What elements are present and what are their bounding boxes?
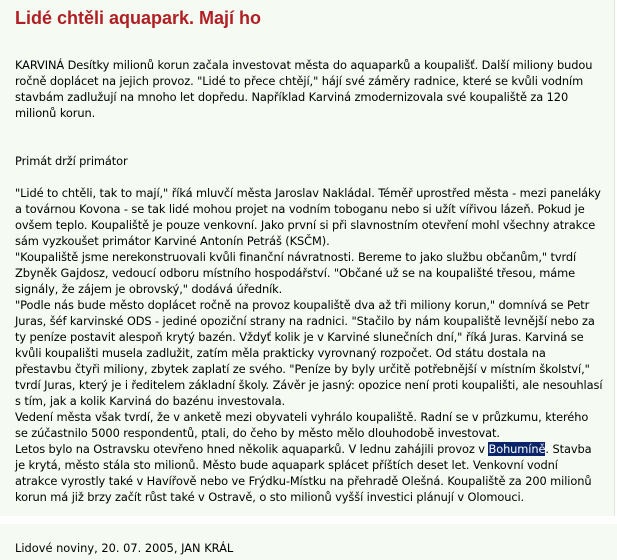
article-footer [15, 541, 233, 555]
article-paragraph: "Lidé to chtěli, tak to mají," říká mluvčí města Jaroslav Nakládal. Téměř uprostřed města - mezi paneláky a továrnou Kovona - se tak lidé mohou projet na vodním toboganu nebo si užít vířivou lázeň. Pokud je ovšem teplo. Koupaliště je pouze venkovní. Jako první si při slavnostním otevření mohl všechny atrakce sám vyzkoušet primátor Karviné Antonín Petráš (KSČM). [15, 186, 601, 248]
article-body [15, 57, 603, 505]
footer-separator: , [94, 541, 102, 555]
article-paragraph: "Koupaliště jsme nerekonstruovali kvůli finanční návratnosti. Bereme to jako službu občanům," tvrdí Zbyněk Gajdosz, vedoucí odboru místního hospodářství. "Občané už se na koupališté třesou, máme signály, že zájem je obrovský," dodává úředník. [15, 250, 577, 296]
article-paragraph: "Podle nás bude město doplácet ročně na provoz koupaliště dva až tři miliony korun," domnívá se Petr Juras, šéf karvinské ODS - jediné opoziční strany na radnici. "Stačilo by nám koupaliště levnější nebo za ty peníze postavit alespoň krytý bazén. Vždyť kolik je v Karviné slunečních dní," říká Juras. Karviná se kvůli koupališti musela zadlužit, zatím měla prakticky vyrovnaný rozpočet. Od státu dostala na přestavbu čtyři miliony, zbytek zaplatí ze svého. "Peníze by byly určitě potřebnější v místním školství," tvrdí Juras, který je i ředitelem základní školy. Závěr je jasný: opozice není proti koupališti, ale nesouhlasí s tím, jak a kolik Karviná do bazénu investovala. [15, 298, 603, 408]
article-subheading: Primát drží primátor [15, 154, 128, 168]
footer-separator: , [173, 541, 182, 555]
footer-author: JAN KRÁL [181, 541, 234, 555]
article-title: Lidé chtěli aquapark. Mají ho [15, 8, 262, 28]
article-paragraph: Vedení města však tvrdí, že v anketě mezi obyvateli vyhrálo koupaliště. Radní se v průzkumu, kterého se zúčastnilo 5000 respondentů, ptali, do čeho by město mělo dlouhodobě investovat. [15, 410, 589, 440]
paragraph-text: Letos bylo na Ostravsku otevřeno hned několik aquaparků. V lednu zahájili provoz v [15, 442, 489, 456]
paragraph-text: . Stavba je krytá, město stála sto milionů. Město bude aquapark splácet příštích deset let. Venkovní vodní atrakce vyrostly také v Havířově nebo ve Frýdku-Místku na přehradě Olešná. Koupaliště za 200 milionů korun má již brzy začít růst také v Ostravě, o sto milionů vyšší investici plánují v Olomouci. [15, 442, 592, 504]
footer-source: Lidové noviny [15, 541, 95, 555]
article-paragraph [15, 441, 603, 505]
footer-date: 20. 07. 2005 [101, 541, 174, 555]
article-intro-paragraph: KARVINÁ Desítky milionů korun začala investovat města do aquaparků a koupališť. Další miliony budou ročně doplácet na jejich provoz. "Lidé to přece chtějí," hájí své záměry radnice, které se kvůli vodním stavbám zadlužují na mnoho let dopředu. Například Karviná zmodernizovala své koupaliště za 120 milionů korun. [15, 58, 593, 120]
selected-text-highlight[interactable]: Bohumíně [488, 442, 546, 456]
